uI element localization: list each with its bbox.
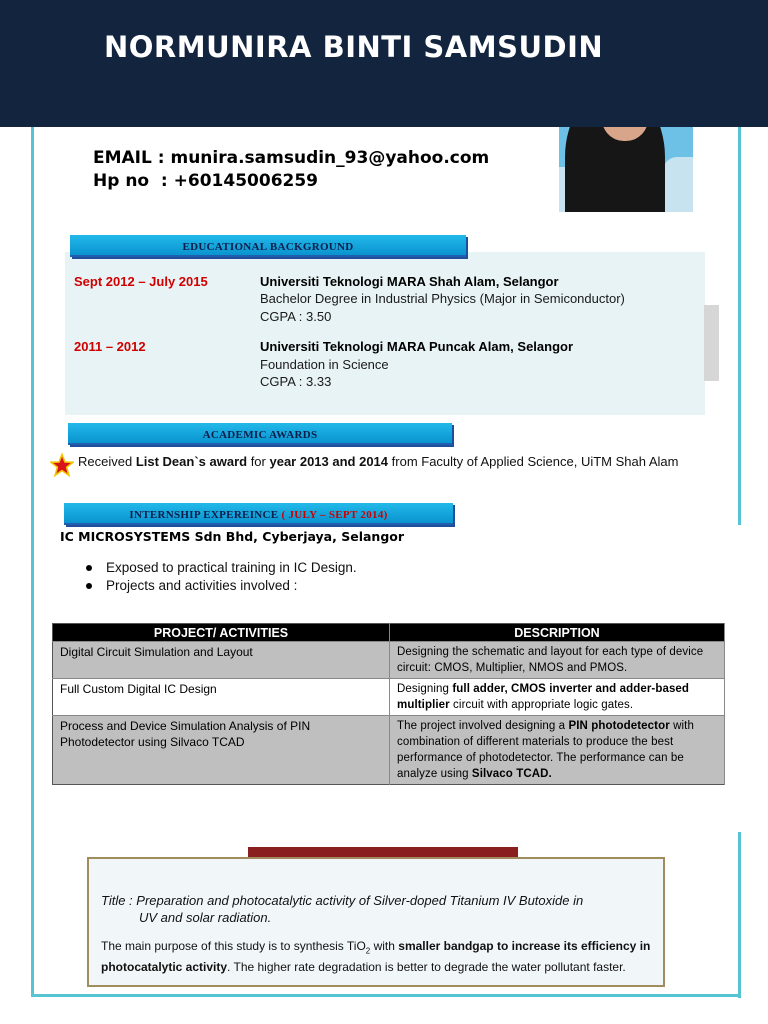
- award-text-part: Received: [78, 454, 136, 469]
- final-project-text: with: [370, 939, 399, 953]
- education-cgpa: CGPA : 3.50: [260, 309, 332, 324]
- contact-email: EMAIL : munira.samsudin_93@yahoo.com: [93, 148, 490, 168]
- final-project-emphasis: smaller bandgap to increase its efficiency in photocatalytic activity: [101, 939, 651, 975]
- header-bar: [0, 0, 768, 127]
- award-years: year 2013 and 2014: [269, 454, 389, 469]
- description-text: The project involved designing a: [397, 720, 569, 732]
- list-item: Projects and activities involved :: [84, 577, 357, 595]
- description-emphasis: full adder, CMOS inverter and adder-based multiplier: [397, 683, 690, 711]
- award-description: [78, 454, 718, 469]
- table-row: [53, 642, 725, 679]
- description-text: with combination of different materials to produce the best performance of photodetector. The performance can be analyze using: [397, 720, 694, 780]
- internship-company: IC MICROSYSTEMS Sdn Bhd, Cyberjaya, Selangor: [60, 529, 405, 544]
- description-emphasis: Silvaco TCAD.: [471, 768, 552, 780]
- description-text: Designing: [397, 683, 453, 695]
- final-project-box: [87, 857, 665, 987]
- column-header-description: DESCRIPTION: [390, 624, 725, 642]
- education-dates: Sept 2012 – July 2015: [74, 274, 208, 289]
- education-cgpa: CGPA : 3.33: [260, 374, 332, 389]
- final-project-title-line: UV and solar radiation.: [139, 910, 272, 925]
- column-header-project: PROJECT/ ACTIVITIES: [53, 624, 390, 642]
- award-text-part: for: [247, 454, 270, 469]
- award-name: List Dean`s award: [135, 454, 248, 469]
- education-program: Foundation in Science: [260, 357, 389, 372]
- final-project-subscript: 2: [365, 946, 371, 956]
- project-cell: Digital Circuit Simulation and Layout: [53, 642, 390, 679]
- candidate-name: NORMUNIRA BINTI SAMSUDIN: [104, 30, 604, 64]
- frame-border-right-lower: [738, 832, 741, 998]
- final-project-text: . The higher rate degradation is better to degrade the water pollutant faster.: [227, 960, 626, 975]
- frame-border-left: [31, 127, 34, 997]
- description-emphasis: PIN photodetector: [568, 720, 670, 732]
- internship-bullet-list: [84, 559, 357, 595]
- section-heading-education: EDUCATIONAL BACKGROUND: [70, 235, 466, 257]
- table-header-row: [53, 624, 725, 642]
- final-project-text: The main purpose of this study is to synthesis TiO: [101, 939, 366, 953]
- education-dates: 2011 – 2012: [74, 339, 146, 354]
- description-cell: [390, 716, 725, 785]
- list-item: Exposed to practical training in IC Design.: [84, 559, 357, 577]
- internship-heading-label: INTERNSHIP EXPEREINCE: [129, 509, 282, 521]
- education-institution: Universiti Teknologi MARA Shah Alam, Selangor: [260, 274, 559, 289]
- profile-photo: [559, 127, 693, 212]
- description-cell: [390, 679, 725, 716]
- final-project-title: [101, 892, 651, 926]
- frame-border-right: [738, 127, 741, 525]
- award-text-part: from Faculty of Applied Science, UiTM Shah Alam: [388, 454, 679, 469]
- internship-dates: ( JULY – SEPT 2014): [281, 509, 388, 521]
- description-text: circuit with appropriate logic gates.: [449, 699, 634, 711]
- project-cell: Process and Device Simulation Analysis of PIN Photodetector using Silvaco TCAD: [53, 716, 390, 785]
- frame-border-bottom: [31, 994, 741, 997]
- table-row: [53, 679, 725, 716]
- contact-phone: Hp no : +60145006259: [93, 171, 319, 191]
- photo-background-right: [663, 157, 693, 212]
- final-project-description: [101, 938, 661, 975]
- project-cell: Full Custom Digital IC Design: [53, 679, 390, 716]
- projects-table: [52, 623, 725, 785]
- education-program: Bachelor Degree in Industrial Physics (Major in Semiconductor): [260, 291, 625, 306]
- star-icon: [50, 453, 74, 477]
- education-institution: Universiti Teknologi MARA Puncak Alam, Selangor: [260, 339, 574, 354]
- side-tab: [704, 305, 719, 381]
- description-text: Designing the schematic and layout for each type of device circuit: CMOS, Multiplier, NMOS and PMOS.: [397, 646, 704, 674]
- photo-headscarf: [565, 127, 665, 212]
- section-heading-awards: ACADEMIC AWARDS: [68, 423, 452, 445]
- table-row: [53, 716, 725, 785]
- final-project-title-line: Title : Preparation and photocatalytic activity of Silver-doped Titanium IV Butoxide in: [101, 893, 584, 908]
- section-heading-internship: [64, 503, 453, 525]
- description-cell: [390, 642, 725, 679]
